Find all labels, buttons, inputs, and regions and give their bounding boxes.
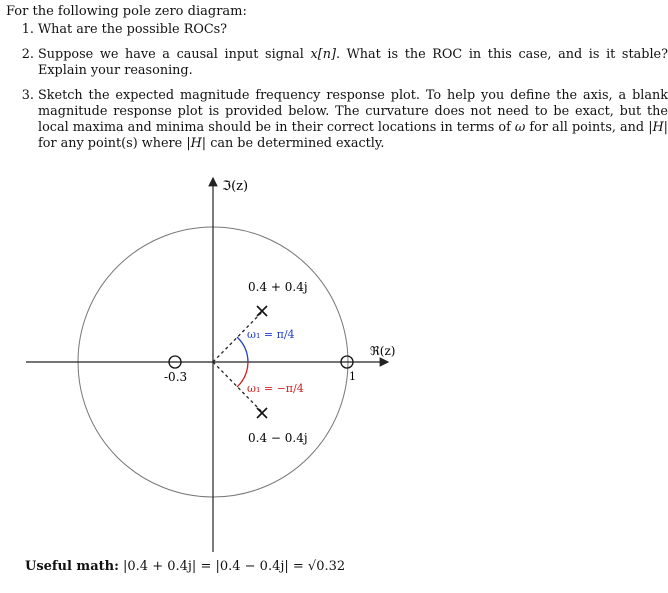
question-2-text-b: . What is the ROC in this case, and is it stable? Explain your reasoning. (38, 47, 668, 78)
question-1-text: What are the possible ROCs? (38, 22, 228, 37)
question-3-text-a: Sketch the expected magnitude frequency response plot. To help you define the axis, a blank magnitude response plot is provided below. The curvature does not need to be exact, but the local maxima and minima should be in their correct locations in terms of (38, 88, 668, 135)
pole-upper-marker (257, 306, 267, 316)
real-axis-label: ℜ(z) (370, 344, 396, 358)
useful-math-expression: |0.4 + 0.4j| = |0.4 − 0.4j| = √0.32 (123, 559, 346, 574)
useful-math (25, 559, 345, 574)
question-2-text-a: Suppose we have a causal input signal (38, 47, 311, 62)
question-3 (38, 88, 668, 152)
pole-lower-label: 0.4 − 0.4j (248, 431, 308, 445)
pole-zero-diagram (0, 170, 639, 555)
pole-lower-marker (257, 408, 267, 418)
question-3-text-c: for any point(s) where (38, 136, 187, 151)
zero-left-label: -0.3 (164, 370, 188, 384)
pole-upper-label: 0.4 + 0.4j (248, 280, 308, 294)
question-3-text-b: for all points, and (525, 120, 649, 135)
abs-h-symbol-2: |H| (186, 136, 207, 151)
useful-math-label: Useful math: (25, 559, 119, 574)
abs-h-symbol: |H| (648, 120, 668, 135)
question-list (0, 22, 668, 161)
omega-upper-label: ω₁ = π/4 (247, 328, 295, 341)
question-1 (38, 22, 668, 38)
omega-symbol: ω (514, 120, 526, 135)
omega-lower-label: ω₁ = −π/4 (247, 382, 304, 395)
zero-right-label: 1 (349, 370, 356, 383)
intro-text: For the following pole zero diagram: (6, 4, 247, 19)
signal-symbol: x[n] (310, 47, 336, 62)
imag-axis-label: ℑ(z) (222, 179, 249, 194)
question-3-text-d: can be determined exactly. (206, 136, 385, 151)
question-2 (38, 47, 668, 79)
